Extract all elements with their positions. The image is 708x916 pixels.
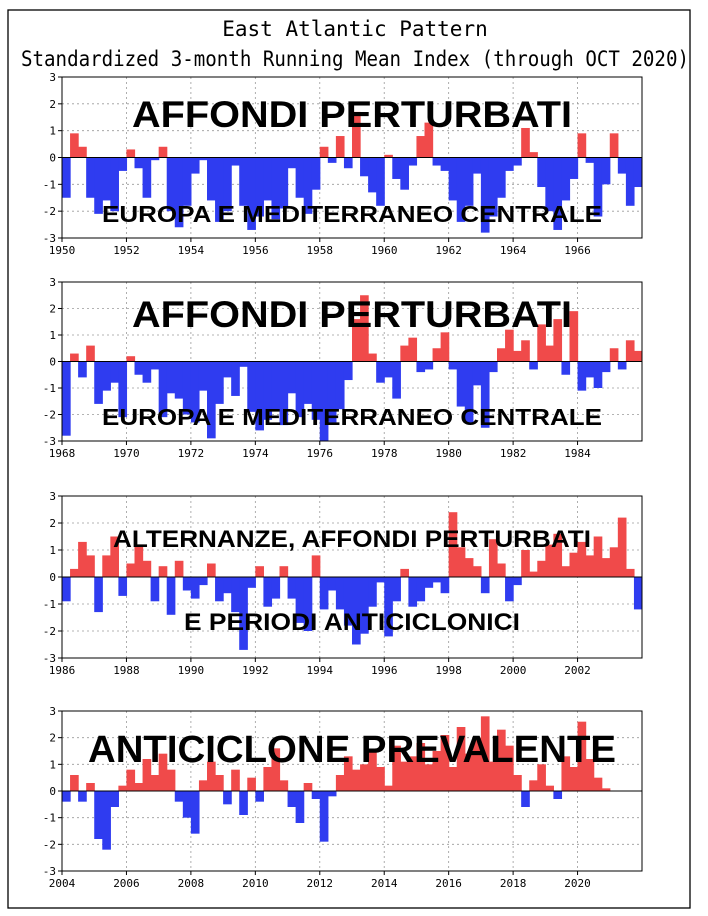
data-bar — [94, 791, 103, 839]
data-bar — [312, 158, 321, 190]
x-tick-label: 1968 — [48, 447, 76, 460]
y-tick-label: 0 — [49, 785, 56, 798]
x-tick-label: 1950 — [48, 244, 76, 257]
chart-panel-4 — [43, 705, 642, 890]
data-bar — [320, 791, 329, 842]
data-bar — [610, 348, 619, 361]
data-bar — [239, 158, 248, 206]
data-bar — [425, 362, 434, 370]
data-bar — [626, 158, 635, 206]
data-bar — [570, 553, 579, 577]
data-bar — [602, 558, 611, 577]
data-bar — [578, 133, 587, 157]
figure-subtitle: Standardized 3-month Running Mean Index (through OCT 2020) — [21, 47, 689, 71]
data-bar — [465, 558, 474, 577]
y-tick-label: -1 — [42, 382, 56, 395]
data-bar — [118, 158, 127, 171]
data-bar — [433, 158, 442, 166]
data-bar — [280, 780, 289, 791]
y-tick-label: -1 — [42, 178, 56, 192]
x-tick-label: 2012 — [306, 877, 334, 890]
data-bar — [86, 346, 95, 362]
annotation-text: EUROPA E MEDITERRANEO CENTRALE — [102, 404, 602, 430]
data-bar — [207, 158, 216, 201]
data-bar — [441, 332, 450, 361]
x-tick-label: 1970 — [113, 447, 140, 460]
data-bar — [473, 566, 482, 577]
data-bar — [288, 362, 297, 394]
data-bar — [231, 158, 240, 166]
y-tick-label: -3 — [42, 232, 56, 245]
data-bar — [642, 158, 651, 228]
y-tick-label: 2 — [49, 97, 56, 111]
data-bar — [561, 158, 570, 201]
data-bar — [586, 158, 595, 163]
y-tick-label: -3 — [42, 435, 56, 448]
data-bar — [280, 566, 289, 577]
data-bar — [78, 542, 87, 577]
chart-panel-2 — [43, 276, 651, 460]
data-bar — [175, 362, 184, 399]
data-bar — [296, 158, 305, 198]
data-bar — [352, 770, 361, 791]
data-bar — [416, 136, 425, 157]
data-bar — [521, 791, 530, 807]
data-bar — [167, 770, 176, 791]
data-bar — [441, 577, 450, 593]
data-bar — [626, 340, 635, 361]
data-bar — [360, 158, 369, 177]
data-bar — [118, 577, 127, 596]
data-bar — [159, 147, 168, 158]
data-bar — [126, 564, 135, 578]
data-bar — [231, 770, 240, 791]
data-bar — [602, 158, 611, 185]
y-tick-label: -2 — [42, 625, 56, 638]
data-bar — [102, 158, 111, 201]
data-bar — [376, 158, 385, 206]
chart-panels — [43, 71, 651, 890]
data-bar — [312, 791, 321, 799]
data-bar — [465, 158, 474, 206]
data-bar — [183, 577, 192, 591]
data-bar — [70, 775, 79, 791]
data-bar — [376, 362, 385, 383]
data-bar — [368, 158, 377, 193]
data-bar — [384, 786, 393, 791]
data-bar — [191, 791, 200, 834]
data-bar — [481, 577, 490, 593]
data-bar — [320, 577, 329, 609]
data-bar — [86, 555, 95, 577]
x-tick-label: 1974 — [242, 447, 269, 460]
data-bar — [561, 362, 570, 375]
data-bar — [497, 564, 506, 578]
data-bar — [167, 577, 176, 615]
data-bar — [392, 362, 401, 399]
data-bar — [167, 362, 176, 394]
data-bar — [126, 356, 135, 361]
data-bar — [610, 547, 619, 577]
x-tick-label: 1958 — [306, 244, 334, 257]
data-bar — [78, 147, 87, 158]
data-bar — [191, 577, 200, 599]
x-tick-label: 2020 — [564, 877, 591, 890]
x-tick-label: 1960 — [370, 244, 398, 257]
y-tick-label: -1 — [42, 598, 56, 611]
data-bar — [135, 783, 144, 791]
x-tick-label: 1986 — [48, 664, 76, 677]
data-bar — [602, 362, 611, 373]
data-bar — [400, 346, 409, 362]
data-bar — [207, 564, 216, 578]
data-bar — [78, 362, 87, 378]
data-bar — [320, 147, 329, 158]
annotation-text: E PERIODI ANTICICLONICI — [184, 609, 520, 636]
data-bar — [215, 577, 224, 601]
data-bar — [368, 577, 377, 607]
data-bar — [223, 791, 232, 804]
data-bar — [271, 577, 280, 599]
y-tick-label: -3 — [42, 652, 56, 665]
x-tick-label: 2004 — [48, 877, 76, 890]
x-tick-label: 1998 — [435, 664, 462, 677]
annotation-text: ALTERNANZE, AFFONDI PERTURBATI — [113, 526, 591, 553]
data-bar — [642, 577, 651, 596]
x-tick-label: 2008 — [177, 877, 205, 890]
data-bar — [513, 158, 522, 166]
x-tick-label: 1966 — [564, 244, 591, 257]
x-tick-label: 2002 — [564, 664, 591, 677]
x-tick-label: 1956 — [242, 244, 269, 257]
x-tick-label: 1996 — [370, 664, 398, 677]
y-tick-label: -2 — [42, 205, 56, 219]
data-bar — [223, 362, 232, 378]
x-tick-label: 1952 — [113, 244, 140, 257]
y-tick-label: -2 — [42, 838, 56, 852]
y-tick-label: 0 — [49, 571, 56, 584]
data-bar — [449, 362, 458, 370]
annotation-text: ANTICICLONE PREVALENTE — [88, 729, 616, 771]
data-bar — [247, 577, 256, 588]
annotation-text: AFFONDI PERTURBATI — [132, 294, 572, 335]
data-bar — [223, 577, 232, 593]
data-bar — [457, 362, 466, 407]
data-bar — [392, 158, 401, 179]
data-bar — [183, 791, 192, 818]
data-bar — [143, 561, 152, 577]
data-bar — [70, 569, 79, 577]
data-bar — [392, 577, 401, 601]
y-tick-label: 0 — [49, 355, 56, 369]
data-bar — [497, 158, 506, 198]
data-bar — [94, 362, 103, 404]
x-tick-label: 1954 — [177, 244, 205, 257]
data-bar — [255, 566, 264, 577]
x-tick-label: 1964 — [499, 244, 527, 257]
data-bar — [529, 152, 538, 157]
y-tick-label: 3 — [49, 276, 56, 289]
data-bar — [239, 362, 248, 367]
annotation-text: AFFONDI PERTURBATI — [132, 94, 572, 135]
y-tick-label: 3 — [49, 490, 56, 503]
data-bar — [416, 362, 425, 373]
annotation-text: EUROPA E MEDITERRANEO CENTRALE — [102, 201, 602, 227]
data-bar — [215, 775, 224, 791]
data-bar — [135, 158, 144, 169]
data-bar — [368, 354, 377, 362]
data-bar — [336, 775, 345, 791]
data-bar — [336, 136, 345, 157]
data-bar — [215, 362, 224, 404]
data-bar — [545, 786, 554, 791]
chart-panel-1 — [43, 71, 651, 257]
data-bar — [521, 340, 530, 361]
data-bar — [561, 566, 570, 577]
data-bar — [537, 158, 546, 188]
data-bar — [408, 338, 417, 362]
x-tick-label: 1982 — [499, 447, 527, 460]
y-tick-label: 2 — [49, 731, 56, 745]
y-tick-label: 3 — [49, 705, 56, 718]
data-bar — [634, 577, 643, 609]
data-bar — [199, 362, 208, 391]
data-bar — [545, 346, 554, 362]
data-bar — [143, 158, 152, 198]
data-bar — [94, 577, 103, 612]
data-bar — [521, 550, 530, 577]
data-bar — [118, 786, 127, 791]
data-bar — [505, 577, 514, 601]
data-bar — [151, 775, 160, 791]
data-bar — [642, 362, 651, 365]
data-bar — [425, 577, 434, 588]
data-bar — [328, 158, 337, 163]
y-tick-label: -2 — [42, 408, 56, 422]
x-tick-label: 2016 — [435, 877, 462, 890]
data-bar — [376, 577, 385, 582]
data-bar — [449, 158, 458, 201]
data-bar — [618, 158, 627, 174]
data-bar — [159, 566, 168, 577]
data-bar — [328, 577, 337, 591]
data-bar — [618, 518, 627, 577]
data-bar — [151, 362, 160, 370]
data-bar — [86, 158, 95, 198]
data-bar — [247, 778, 256, 791]
x-tick-label: 1994 — [306, 664, 334, 677]
y-tick-label: 1 — [49, 544, 56, 557]
y-tick-label: 1 — [49, 124, 56, 138]
data-bar — [110, 362, 119, 383]
data-bar — [288, 791, 297, 807]
data-bar — [578, 362, 587, 391]
data-bar — [151, 577, 160, 601]
data-bar — [239, 791, 248, 815]
data-bar — [586, 555, 595, 577]
data-bar — [513, 577, 522, 585]
data-bar — [594, 778, 603, 791]
data-bar — [110, 791, 119, 807]
y-tick-label: 2 — [49, 302, 56, 316]
data-bar — [594, 537, 603, 578]
data-bar — [416, 577, 425, 601]
x-tick-label: 1988 — [113, 664, 140, 677]
data-bar — [433, 577, 442, 582]
data-bar — [78, 791, 87, 802]
data-bar — [328, 791, 337, 796]
x-tick-label: 1962 — [435, 244, 462, 257]
data-bar — [62, 791, 71, 802]
x-tick-label: 2014 — [370, 877, 398, 890]
x-tick-label: 2018 — [499, 877, 527, 890]
data-bar — [175, 791, 184, 802]
figure-title: East Atlantic Pattern — [222, 17, 488, 41]
data-bar — [336, 577, 345, 609]
data-bar — [489, 362, 498, 373]
data-bar — [143, 362, 152, 383]
data-bar — [344, 158, 353, 169]
data-bar — [70, 354, 79, 362]
data-bar — [304, 783, 313, 791]
data-bar — [70, 133, 79, 157]
data-bar — [296, 791, 305, 823]
data-bar — [263, 158, 272, 201]
data-bar — [400, 569, 409, 577]
x-tick-label: 2000 — [499, 664, 527, 677]
data-bar — [312, 555, 321, 577]
data-bar — [62, 362, 71, 436]
data-bar — [336, 362, 345, 410]
data-bar — [102, 555, 111, 577]
data-bar — [529, 780, 538, 791]
data-bar — [408, 158, 417, 166]
data-bar — [199, 577, 208, 585]
data-bar — [441, 158, 450, 171]
x-tick-label: 1976 — [306, 447, 334, 460]
data-bar — [183, 158, 192, 206]
data-bar — [62, 158, 71, 198]
data-bar — [231, 362, 240, 396]
y-tick-label: 1 — [49, 758, 56, 772]
x-tick-label: 2006 — [113, 877, 140, 890]
data-bar — [304, 362, 313, 404]
data-bar — [610, 133, 619, 157]
data-bar — [529, 362, 538, 370]
y-tick-label: -1 — [42, 811, 56, 825]
data-bar — [408, 577, 417, 607]
data-bar — [473, 362, 482, 386]
x-tick-label: 2010 — [242, 877, 269, 890]
data-bar — [626, 569, 635, 577]
data-bar — [586, 362, 595, 378]
data-bar — [344, 362, 353, 381]
chart-panel-3 — [43, 490, 651, 677]
data-bar — [634, 158, 643, 188]
data-bar — [400, 158, 409, 190]
data-bar — [594, 362, 603, 389]
data-bar — [384, 362, 393, 378]
data-bar — [473, 158, 482, 174]
data-bar — [570, 158, 579, 179]
data-bar — [513, 351, 522, 362]
data-bar — [497, 348, 506, 361]
x-tick-label: 1978 — [370, 447, 398, 460]
data-bar — [537, 561, 546, 577]
data-bar — [618, 362, 627, 370]
data-bar — [102, 362, 111, 391]
x-tick-label: 1972 — [177, 447, 205, 460]
data-bar — [505, 158, 514, 171]
x-tick-label: 1990 — [177, 664, 205, 677]
data-bar — [126, 149, 135, 157]
data-bar — [135, 362, 144, 375]
data-bar — [191, 158, 200, 174]
data-bar — [175, 561, 184, 577]
data-bar — [271, 362, 280, 410]
y-tick-label: 1 — [49, 329, 56, 342]
data-bar — [288, 577, 297, 599]
data-bar — [255, 791, 264, 802]
y-tick-label: 2 — [49, 517, 56, 530]
data-bar — [529, 572, 538, 577]
data-bar — [634, 351, 643, 362]
data-bar — [126, 770, 135, 791]
data-bar — [102, 791, 111, 850]
x-tick-label: 1992 — [242, 664, 269, 677]
x-tick-label: 1980 — [435, 447, 462, 460]
y-tick-label: 3 — [49, 71, 56, 84]
data-bar — [263, 577, 272, 607]
data-bar — [86, 783, 95, 791]
x-tick-label: 1984 — [564, 447, 591, 460]
y-tick-label: -3 — [42, 865, 56, 878]
data-bar — [288, 158, 297, 169]
data-bar — [553, 791, 562, 799]
y-tick-label: 0 — [49, 151, 56, 165]
data-bar — [199, 780, 208, 791]
data-bar — [513, 775, 522, 791]
data-bar — [231, 577, 240, 612]
data-bar — [62, 577, 71, 601]
data-bar — [433, 348, 442, 361]
